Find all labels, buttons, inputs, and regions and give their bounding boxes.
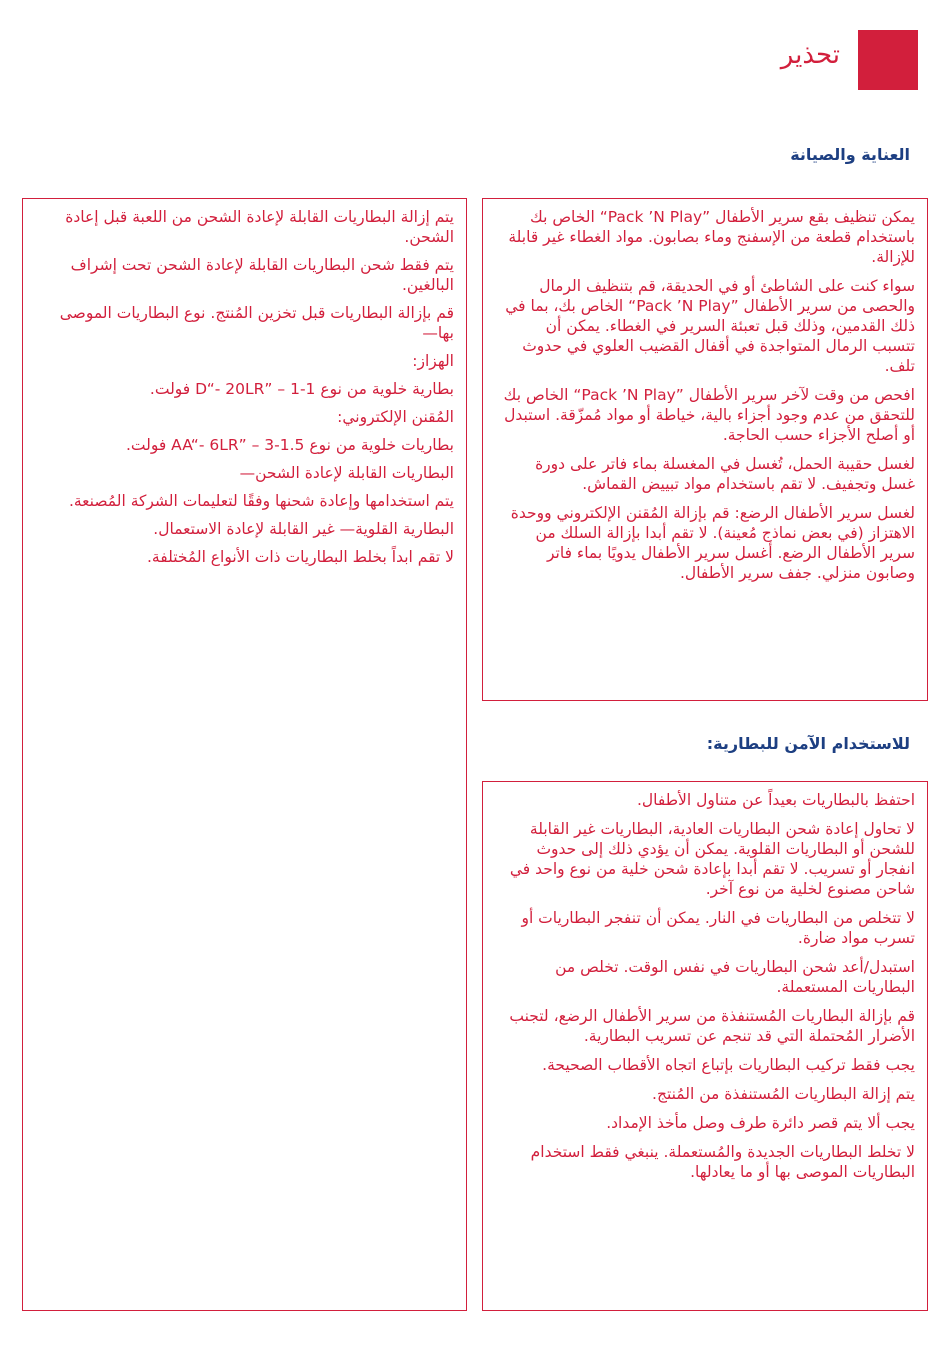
battery-paragraph: لا تتخلص من البطاريات في النار. يمكن أن تنفجر البطاريات أو تسرب مواد ضارة. [521,909,915,947]
battery-paragraph: يتم إزالة البطاريات المُستنفذة من المُنتج. [652,1085,915,1103]
left-paragraph: المُقنن الإلكتروني: [337,408,454,426]
battery-paragraph: يجب فقط تركيب البطاريات بإتباع اتجاه الأقطاب الصحيحة. [542,1056,915,1074]
title-color-block [858,30,918,90]
left-paragraph: قم بإزالة البطاريات قبل تخزين المُنتج. نوع البطاريات الموصى بها— [59,304,454,342]
left-paragraph: البطاريات القابلة لإعادة الشحن— [239,464,454,482]
page-title: تحذير [780,40,840,70]
care-paragraph: افحص من وقت لآخر سرير الأطفال ”Pack ’N Play“ الخاص بك للتحقق من عدم وجود أجزاء بالية، خياطة أو مواد مُمزّقة. استبدل أو أصلح الأجزاء حسب الحاجة. [503,386,915,444]
left-paragraph: بطاريات خلوية من نوع 1.5-3 – ”AA“- 6LR فولت. [125,436,454,454]
care-paragraph: سواء كنت على الشاطئ أو في الحديقة، قم بتنظيف الرمال والحصى من سرير الأطفال ”Pack ’N Play“ الخاص بك، بما في ذلك القدمين، وذلك قبل تعبئة السرير في الغطاء. يمكن أن تتسبب الرمال المتواجدة في أقفال القضيب العلوي في حدوث تلف. [505,277,915,375]
care-maintenance-heading: العناية والصيانة [790,145,910,164]
battery-paragraph: احتفظ بالبطاريات بعيداً عن متناول الأطفال. [636,791,915,809]
left-paragraph: يتم استخدامها وإعادة شحنها وفقًا لتعليمات الشركة المُصنعة. [68,492,454,510]
battery-paragraph: لا تحاول إعادة شحن البطاريات العادية، البطاريات غير القابلة للشحن أو البطاريات القلوية. يمكن أن يؤدي ذلك إلى حدوث انفجار أو تسريب. لا تقم أبدا بإعادة شحن خلية من نوع واحد في شاحن مصنوع لخلية من نوع آخر. [509,820,915,898]
battery-safety-box [482,781,928,1311]
care-paragraph: لغسل سرير الأطفال الرضع: قم بإزالة المُقنن الإلكتروني ووحدة الاهتزاز (في بعض نماذج مُعينة). لا تقم أبدا بإزالة السلك من سرير الأطفال الرضع. أغسل سرير الأطفال يدويًا بماء فاتر وصابون منزلي. جفف سرير الأطفال. [510,504,915,582]
left-paragraph: لا تقم ابداً بخلط البطاريات ذات الأنواع المُختلفة. [147,548,454,566]
battery-paragraph: يجب ألا يتم قصر دائرة طرف وصل مأخذ الإمداد. [606,1114,915,1132]
care-maintenance-box [482,198,928,701]
care-paragraph: لغسل حقيبة الحمل، تُغسل في المغسلة بماء فاتر على دورة غسل وتجفيف. لا تقم باستخدام مواد تبييض القماش. [535,455,915,493]
battery-safety-heading: للاستخدام الآمن للبطارية: [706,734,910,753]
battery-paragraph: قم بإزالة البطاريات المُستنفذة من سرير الأطفال الرضع، لتجنب الأضرار المُحتملة التي قد تنجم عن تسريب البطارية. [509,1007,915,1045]
rechargeable-battery-box [22,198,467,1311]
left-paragraph: يتم فقط شحن البطاريات القابلة لإعادة الشحن تحت إشراف البالغين. [70,256,454,294]
battery-paragraph: لا تخلط البطاريات الجديدة والمُستعملة. ينبغي فقط استخدام البطاريات الموصى بها أو ما يعادلها. [530,1143,915,1181]
left-paragraph: بطارية خلوية من نوع 1-1 – ”D“- 20LR فولت. [149,380,454,398]
left-paragraph: الهزاز: [412,352,454,370]
care-paragraph: يمكن تنظيف بقع سرير الأطفال ”Pack ’N Play“ الخاص بك باستخدام قطعة من الإسفنج وماء بصابون. مواد الغطاء غير قابلة للإزالة. [508,208,915,266]
left-paragraph: يتم إزالة البطاريات القابلة لإعادة الشحن من اللعبة قبل إعادة الشحن. [65,208,454,246]
left-paragraph: البطارية القلوية— غير القابلة لإعادة الاستعمال. [153,520,454,538]
battery-paragraph: استبدل/أعد شحن البطاريات في نفس الوقت. تخلص من البطاريات المستعملة. [555,958,915,996]
